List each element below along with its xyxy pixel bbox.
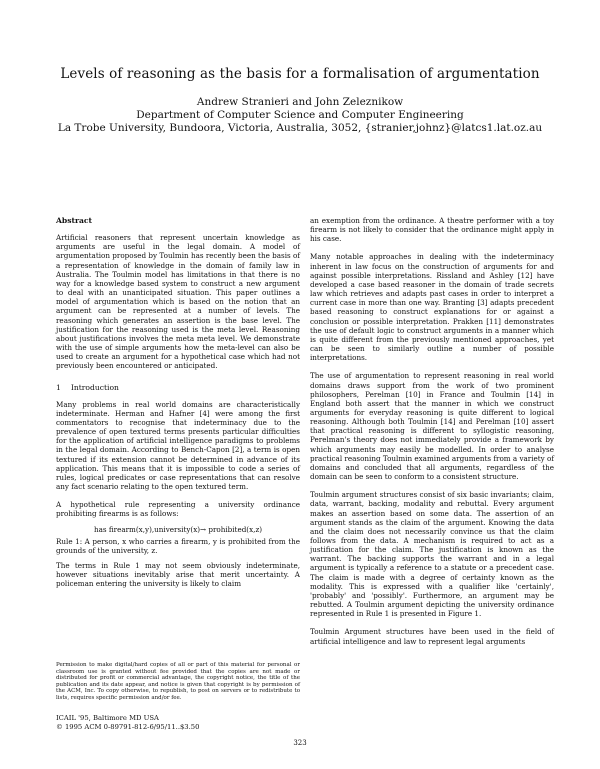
right-paragraph-2: Many notable approaches in dealing with the indeterminacy inherent in law focus on the construction of arguments for and against possible interpretations. Rissland and Ashley [12] have developed a case based reasoner in the domain of trade secrets law which retrieves and adapts past cases in order to interpret a current case in more than one way. Branting [3] adapts precedent based reasoning to construct explanations for or against a conclusion or possible interpretation. Prakken [11] demonstrates the use of default logic to construct arguments in a manner which is quite different from the previously mentioned approaches, yet can be seen to similarly outline a number of possible interpretations. (310, 252, 554, 363)
intro-paragraph-1: Many problems in real world domains are characteristically indeterminate. Herman and Hafner [4] were among the first commentators to recognise that indeterminacy due to the prevalence of open textured terms presents particular difficulties for the application of artificial intelligence paradigms to problems in the legal domain. According to Bench-Capon [2], a term is open textured if its extension cannot be determined in advance of its application. This means that it is impossible to code a series of rules, logical predicates or case representations that can resolve any fact scenario relating to the open textured term. (56, 399, 300, 492)
author-block (40, 96, 560, 135)
author-department: Department of Computer Science and Computer Engineering (136, 109, 464, 121)
section-heading-introduction (56, 383, 300, 392)
conference-line-2: © 1995 ACM 0-89791-812-6/95/11..$3.50 (56, 722, 200, 731)
conference-line-1: ICAIL '95, Baltimore MD USA (56, 714, 159, 722)
abstract-text: Artificial reasoners that represent uncertain knowledge as arguments are useful in the legal domain. A model of argumentation proposed by Toulmin has recently been the basis of a representation of knowledge in the domain of family law in Australia. The Toulmin model has limitations in that there is no way for a knowledge based system to construct a new argument to deal with an unanticipated situation. This paper outlines a model of argumentation which is based on the notion that an argument can be represented at a number of levels. The reasoning which generates an assertion is the base level. The justification for the reasoning used is the meta level. Reasoning about justifications involves the meta meta level. We demonstrate with the use of simple arguments how the meta-level can also be used to create an argument for a hypothetical case which had not previously been encountered or anticipated. (56, 233, 300, 371)
left-column (56, 216, 300, 588)
author-names: Andrew Stranieri and John Zeleznikow (196, 96, 404, 108)
rule-label: Rule 1: (56, 536, 83, 546)
right-paragraph-1: an exemption from the ordinance. A theatre performer with a toy firearm is not likely to consider that the ordinance might apply in his case. (310, 216, 554, 244)
right-paragraph-4: Toulmin argument structures consist of six basic invariants; claim, data, warrant, backing, modality and rebuttal. Every argument makes an assertion based on some data. The assertion of an argument stands as the claim of the argument. Knowing the data and the claim does not necessarily convince us that the claim follows from the data. A mechanism is required to act as a justification for the claim. The justification is known as the warrant. The backing supports the warrant and in a legal argument is typically a reference to a statute or a precedent case. The claim is made with a degree of certainty known as the modality. This is expressed with a qualifier like 'certainly', 'probably' and 'possibly'. Furthermore, an argument may be rebutted. A Toulmin argument depicting the university ordinance represented in Rule 1 is presented in Figure 1. (310, 490, 554, 619)
right-column (310, 216, 554, 646)
rule-text: A person, x who carries a firearm, y is prohibited from the grounds of the university, z. (56, 536, 300, 555)
author-affiliation: La Trobe University, Bundoora, Victoria, Australia, 3052, {stranier,johnz}@latcs1.lat.oz.au (57, 122, 543, 134)
rule-1 (56, 537, 300, 555)
conference-info (56, 714, 199, 731)
intro-paragraph-3: The terms in Rule 1 may not seem obviously indeterminate, however situations inevitably arise that merit uncertainty. A policeman entering the university is likely to claim (56, 561, 300, 589)
abstract-heading: Abstract (56, 216, 93, 225)
rule-formula: has firearm(x,y),university(x)→ prohibited(x,z) (93, 524, 263, 534)
section-number: 1 (56, 382, 61, 392)
paper-title: Levels of reasoning as the basis for a formalisation of argumentation (60, 66, 540, 82)
intro-paragraph-2: A hypothetical rule representing a university ordinance prohibiting firearms is as follows: (56, 500, 300, 519)
right-paragraph-3: The use of argumentation to represent reasoning in real world domains draws support from the work of two prominent philosophers, Perelman [10] in France and Toulmin [14] in England both assert that the manner in which we construct arguments for everyday reasoning is quite different to logical reasoning. Although both Toulmin [14] and Perelman [10] assert that practical reasoning is different to syllogistic reasoning, Perelman's theory does not immediately provide a framework by which arguments may easily be modelled. In order to analyse practical reasoning Toulmin examined arguments from a variety of domains and concluded that all arguments, regardless of the domain can be seen to conform to a consistent structure. (310, 371, 555, 482)
copyright-footnote: Permission to make digital/hard copies of all or part of this material for personal or classroom use is granted without fee provided that the copies are not made or distributed for profit or commercial advantage, the copyright notice, the title of the publication and its date appear, and notice is given that copyright is by permission of the ACM, Inc. To copy otherwise, to republish, to post on servers or to redistribute to lists, requires specific permission and/or fee. (56, 662, 300, 701)
page-number: 323 (293, 739, 307, 747)
section-title: Introduction (70, 382, 119, 392)
right-paragraph-5: Toulmin Argument structures have been used in the field of artificial intelligence and law to represent legal arguments (310, 627, 554, 646)
